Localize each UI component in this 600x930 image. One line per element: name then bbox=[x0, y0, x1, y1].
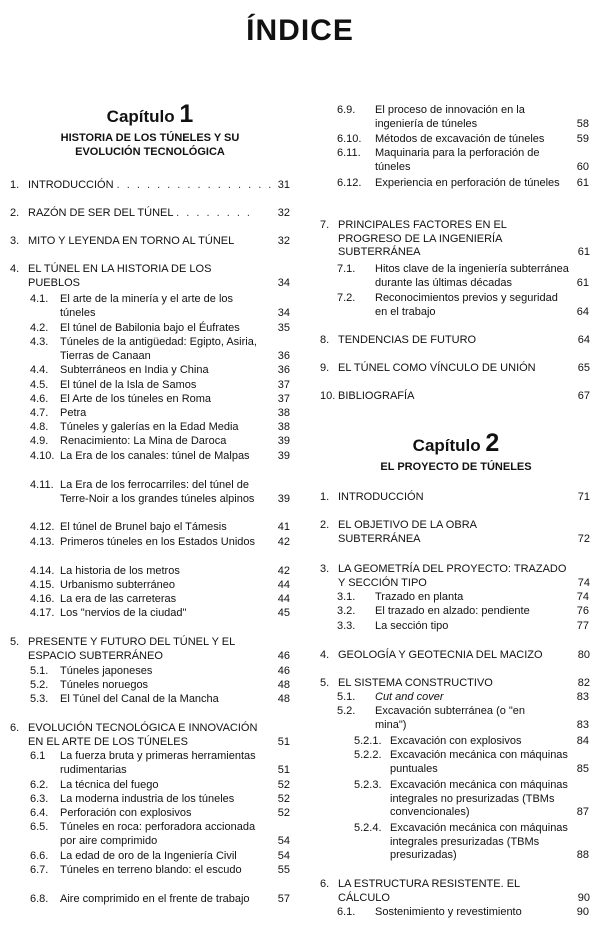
toc-entry[interactable]: 6.7. Túneles en terreno blando: el escudo 55 bbox=[30, 864, 290, 876]
toc-entry[interactable]: 4.1. El arte de la minería y el arte de los túneles 34 bbox=[30, 293, 290, 319]
toc-entry[interactable]: 2. EL OBJETIVO DE LA OBRA SUBTERRÁNEA 72 bbox=[320, 519, 590, 545]
toc-entry[interactable]: 5.3. El Túnel del Canal de la Mancha 48 bbox=[30, 693, 290, 705]
toc-entry[interactable]: 3.3. La sección tipo 77 bbox=[337, 620, 589, 632]
toc-entry[interactable]: 4.12. El túnel de Brunel bajo el Támesis 41 bbox=[30, 521, 290, 533]
chapter-2-label: Capítulo 2 bbox=[412, 429, 500, 457]
toc-entry[interactable]: 7. PRINCIPALES FACTORES EN EL PROGRESO DE LA INGENIERÍA SUBTERRÁNEA 61 bbox=[320, 219, 590, 258]
toc-entry[interactable]: 9. EL TÚNEL COMO VÍNCULO DE UNIÓN 65 bbox=[320, 362, 590, 374]
toc-entry[interactable]: 6.12. Experiencia en perforación de túneles 61 bbox=[337, 177, 589, 189]
toc-entry[interactable]: 6.1. Sostenimiento y revestimiento 90 bbox=[337, 906, 589, 918]
toc-entry[interactable]: 6.2. La técnica del fuego 52 bbox=[30, 779, 290, 791]
toc-entry[interactable]: 4.2. El túnel de Babilonia bajo el Éufrates 35 bbox=[30, 322, 290, 334]
toc-entry[interactable]: 6.9. El proceso de innovación en la ingeniería de túneles 58 bbox=[337, 104, 589, 130]
toc-entry[interactable]: 5.2. Excavación subterránea (o "en mina") 83 bbox=[337, 705, 589, 731]
toc-entry[interactable]: 6.5. Túneles en roca: perforadora accionada por aire comprimido 54 bbox=[30, 821, 290, 847]
toc-entry[interactable]: 4.10. La Era de los canales: túnel de Malpas 39 bbox=[30, 450, 290, 462]
toc-entry[interactable]: 5. EL SISTEMA CONSTRUCTIVO 82 bbox=[320, 677, 590, 689]
toc-entry[interactable]: 5.2.2. Excavación mecánica con máquinas puntuales 85 bbox=[354, 749, 589, 775]
toc-entry[interactable]: 4.13. Primeros túneles en los Estados Unidos 42 bbox=[30, 536, 290, 548]
chapter-1-label: Capítulo 1 bbox=[106, 100, 194, 128]
toc-entry[interactable]: 1. INTRODUCCIÓN 71 bbox=[320, 491, 590, 503]
toc-entry[interactable]: 4. GEOLOGÍA Y GEOTECNIA DEL MACIZO 80 bbox=[320, 649, 590, 661]
chapter-2-subtitle: EL PROYECTO DE TÚNELES bbox=[380, 461, 532, 473]
chapter-2-heading bbox=[312, 429, 600, 474]
toc-entry[interactable]: 5.2.3. Excavación mecánica con máquinas integrales no presurizadas (TBMs convencionales) 87 bbox=[354, 779, 589, 818]
toc-entry[interactable]: 4.5. El túnel de la Isla de Samos 37 bbox=[30, 379, 290, 391]
toc-entry[interactable]: 5.1. Túneles japoneses 46 bbox=[30, 665, 290, 677]
toc-entry[interactable]: 4.4. Subterráneos en India y China 36 bbox=[30, 364, 290, 376]
toc-entry[interactable]: 4. EL TÚNEL EN LA HISTORIA DE LOS PUEBLOS 34 bbox=[10, 263, 290, 289]
toc-entry[interactable]: 10. BIBLIOGRAFÍA 67 bbox=[320, 390, 590, 402]
toc-entry[interactable]: 3.1. Trazado en planta 74 bbox=[337, 591, 589, 603]
toc-entry[interactable]: 4.15. Urbanismo subterráneo 44 bbox=[30, 579, 290, 591]
toc-entry[interactable]: 6.3. La moderna industria de los túneles 52 bbox=[30, 793, 290, 805]
toc-entry[interactable]: 4.11. La Era de los ferrocarriles: del túnel de Terre-Noir a los grandes túneles alpinos 39 bbox=[30, 479, 290, 505]
toc-entry[interactable]: 6.6. La edad de oro de la Ingeniería Civil 54 bbox=[30, 850, 290, 862]
toc-entry[interactable]: 4.7. Petra 38 bbox=[30, 407, 290, 419]
toc-entry[interactable]: 8. TENDENCIAS DE FUTURO 64 bbox=[320, 334, 590, 346]
chapter-1-subtitle: HISTORIA DE LOS TÚNELES Y SU EVOLUCIÓN TECNOLÓGICA bbox=[60, 132, 240, 158]
page-title: ÍNDICE bbox=[246, 14, 354, 47]
toc-entry[interactable]: 4.8. Túneles y galerías en la Edad Media 38 bbox=[30, 421, 290, 433]
toc-entry[interactable]: 4.16. La era de las carreteras 44 bbox=[30, 593, 290, 605]
toc-entry[interactable]: 7.2. Reconocimientos previos y seguridad en el trabajo 64 bbox=[337, 292, 589, 318]
toc-entry[interactable]: 5.1. Cut and cover 83 bbox=[337, 691, 589, 703]
toc-entry[interactable]: 2. RAZÓN DE SER DEL TÚNEL . . . . . . . . 32 bbox=[10, 207, 290, 219]
toc-entry[interactable]: 6. LA ESTRUCTURA RESISTENTE. EL CÁLCULO 90 bbox=[320, 878, 590, 904]
toc-entry[interactable]: 6.4. Perforación con explosivos 52 bbox=[30, 807, 290, 819]
toc-entry[interactable]: 1. INTRODUCCIÓN . . . . . . . . . . . . . . . . 31 bbox=[10, 179, 290, 191]
toc-entry[interactable]: 4.6. El Arte de los túneles en Roma 37 bbox=[30, 393, 290, 405]
toc-entry[interactable]: 6. EVOLUCIÓN TECNOLÓGICA E INNOVACIÓN EN EL ARTE DE LOS TÚNELES 51 bbox=[10, 722, 290, 748]
toc-entry[interactable]: 5.2.1. Excavación con explosivos 84 bbox=[354, 735, 589, 747]
toc-entry[interactable]: 3. MITO Y LEYENDA EN TORNO AL TÚNEL 32 bbox=[10, 235, 290, 247]
toc-entry[interactable]: 4.3. Túneles de la antigüedad: Egipto, Asiria, Tierras de Canaan 36 bbox=[30, 336, 290, 362]
toc-entry[interactable]: 6.8. Aire comprimido en el frente de trabajo 57 bbox=[30, 893, 290, 905]
toc-entry[interactable]: 5.2. Túneles noruegos 48 bbox=[30, 679, 290, 691]
chapter-1-heading bbox=[0, 100, 300, 159]
toc-entry[interactable]: 5. PRESENTE Y FUTURO DEL TÚNEL Y EL ESPACIO SUBTERRÁNEO 46 bbox=[10, 636, 290, 662]
toc-entry[interactable]: 6.10. Métodos de excavación de túneles 59 bbox=[337, 133, 589, 145]
toc-entry[interactable]: 5.2.4. Excavación mecánica con máquinas integrales presurizadas (TBMs presurizadas) 88 bbox=[354, 822, 589, 861]
toc-entry[interactable]: 6.1 La fuerza bruta y primeras herramientas rudimentarias 51 bbox=[30, 750, 290, 776]
toc-entry[interactable]: 4.17. Los "nervios de la ciudad" 45 bbox=[30, 607, 290, 619]
toc-entry[interactable]: 6.11. Maquinaria para la perforación de túneles 60 bbox=[337, 147, 589, 173]
toc-entry[interactable]: 7.1. Hitos clave de la ingeniería subterránea durante las últimas décadas 61 bbox=[337, 263, 589, 289]
toc-entry[interactable]: 4.14. La historia de los metros 42 bbox=[30, 565, 290, 577]
toc-entry[interactable]: 4.9. Renacimiento: La Mina de Daroca 39 bbox=[30, 435, 290, 447]
toc-entry[interactable]: 3. LA GEOMETRÍA DEL PROYECTO: TRAZADO Y SECCIÓN TIPO 74 bbox=[320, 563, 590, 589]
toc-entry[interactable]: 3.2. El trazado en alzado: pendiente 76 bbox=[337, 605, 589, 617]
